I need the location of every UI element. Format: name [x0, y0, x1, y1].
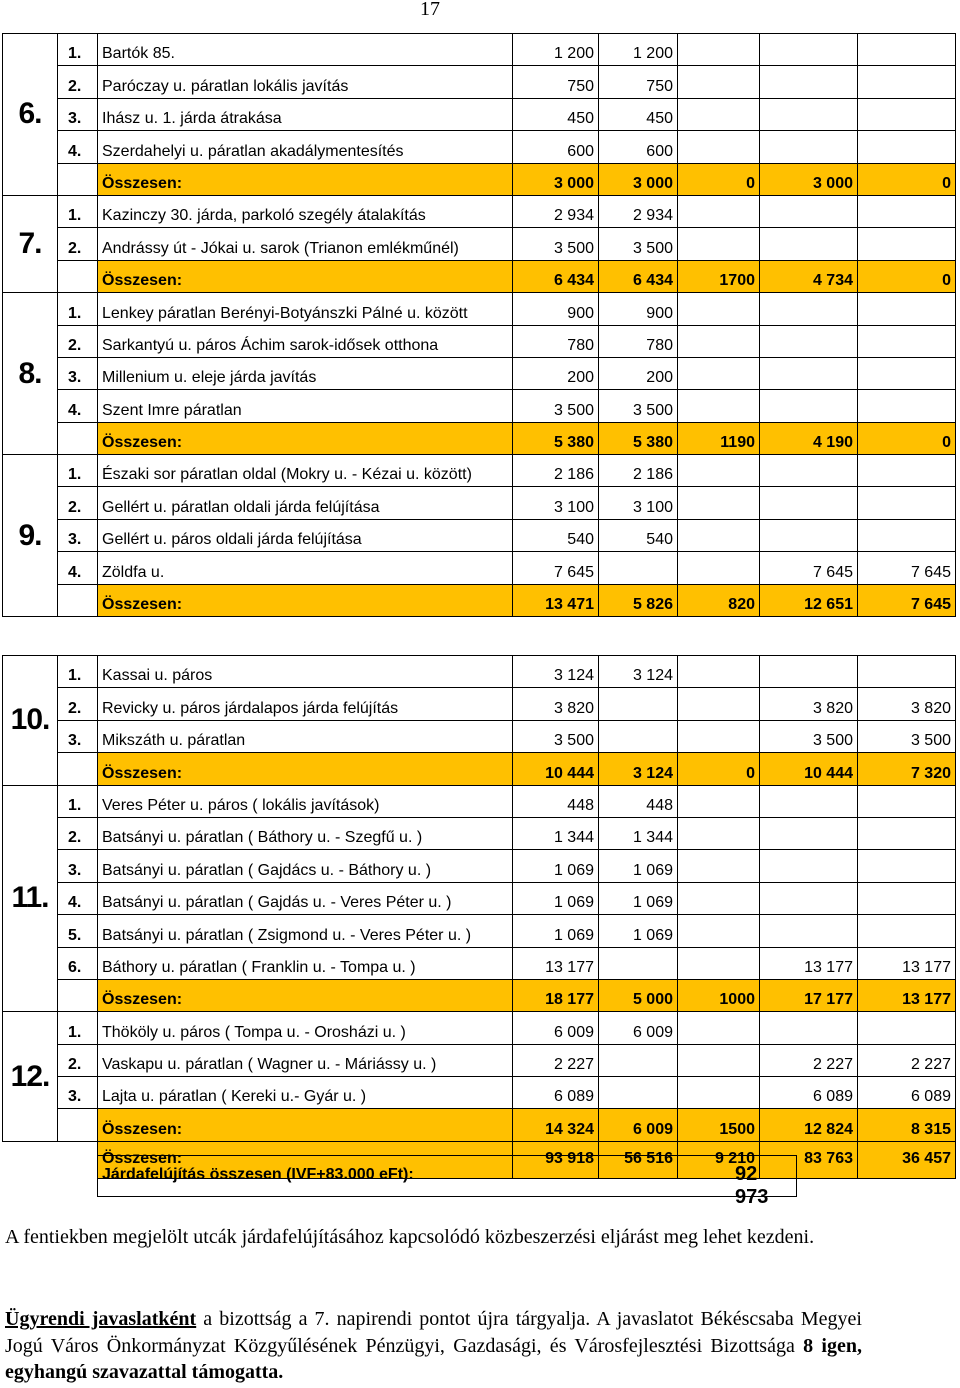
item-number: 1.	[58, 785, 98, 817]
amount-cell	[599, 1077, 678, 1109]
street-name: Batsányi u. páratlan ( Zsigmond u. - Veres Péter u. )	[98, 915, 513, 947]
amount-cell: 3 500	[599, 390, 678, 422]
subtotal-amount: 6 434	[513, 260, 599, 292]
item-number: 3.	[58, 357, 98, 389]
amount-cell	[858, 357, 956, 389]
table-row	[3, 357, 956, 389]
amount-cell	[678, 519, 760, 551]
amount-cell: 6 089	[858, 1077, 956, 1109]
grand-total-spacer	[3, 1141, 98, 1178]
amount-cell: 6 089	[513, 1077, 599, 1109]
item-number: 3.	[58, 720, 98, 752]
amount-cell: 3 820	[858, 688, 956, 720]
amount-cell	[858, 293, 956, 325]
subtotal-amount: 6 434	[599, 260, 678, 292]
amount-cell	[678, 552, 760, 584]
amount-cell	[858, 66, 956, 98]
amount-cell: 1 069	[513, 915, 599, 947]
street-name: Ihász u. 1. járda átrakása	[98, 98, 513, 130]
grand-total-amount: 83 763	[760, 1141, 858, 1178]
amount-cell: 7 645	[760, 552, 858, 584]
subtotal-amount: 5 380	[599, 422, 678, 454]
street-name: Gellért u. páros oldali járda felújítása	[98, 519, 513, 551]
amount-cell: 200	[599, 357, 678, 389]
street-name: Lajta u. páratlan ( Kereki u.- Gyár u. )	[98, 1077, 513, 1109]
item-number: 3.	[58, 519, 98, 551]
subtotal-label: Összesen:	[98, 1109, 513, 1141]
group-number: 8.	[3, 293, 58, 455]
item-number: 2.	[58, 66, 98, 98]
item-number: 1.	[58, 455, 98, 487]
street-name: Zöldfa u.	[98, 552, 513, 584]
amount-cell: 6 009	[599, 1012, 678, 1044]
subtotal-amount: 13 471	[513, 584, 599, 616]
amount-cell	[858, 34, 956, 66]
table-row	[3, 195, 956, 227]
amount-cell: 1 069	[599, 850, 678, 882]
group-number: 6.	[3, 34, 58, 196]
table-row	[3, 228, 956, 260]
table-row	[3, 688, 956, 720]
amount-cell	[858, 882, 956, 914]
amount-cell	[678, 1012, 760, 1044]
subtotal-amount: 3 000	[513, 163, 599, 195]
table-row	[3, 98, 956, 130]
amount-cell	[858, 455, 956, 487]
item-number: 3.	[58, 98, 98, 130]
amount-cell: 3 820	[513, 688, 599, 720]
table-row	[3, 1044, 956, 1076]
amount-cell	[760, 195, 858, 227]
amount-cell	[760, 487, 858, 519]
street-name: Szerdahelyi u. páratlan akadálymentesítés	[98, 131, 513, 163]
item-number: 2.	[58, 817, 98, 849]
subtotal-amount: 10 444	[513, 753, 599, 785]
table-row	[3, 720, 956, 752]
amount-cell	[678, 915, 760, 947]
amount-cell	[678, 325, 760, 357]
amount-cell	[678, 228, 760, 260]
table-row	[3, 785, 956, 817]
item-number: 2.	[58, 1044, 98, 1076]
subtotal-spacer	[58, 1109, 98, 1141]
subtotal-spacer	[58, 422, 98, 454]
sidewalk-table-1	[2, 33, 956, 617]
amount-cell: 450	[513, 98, 599, 130]
amount-cell: 7 645	[858, 552, 956, 584]
item-number: 2.	[58, 688, 98, 720]
subtotal-row	[3, 753, 956, 785]
street-name: Batsányi u. páratlan ( Báthory u. - Szegfű u. )	[98, 817, 513, 849]
subtotal-amount: 0	[858, 422, 956, 454]
subtotal-amount: 5 380	[513, 422, 599, 454]
amount-cell	[760, 34, 858, 66]
amount-cell: 780	[599, 325, 678, 357]
group-number: 12.	[3, 1012, 58, 1142]
item-number: 1.	[58, 1012, 98, 1044]
grand-total-amount: 93 918	[513, 1141, 599, 1178]
amount-cell	[678, 66, 760, 98]
total-summary-box	[97, 1155, 797, 1208]
amount-cell	[760, 98, 858, 130]
street-name: Thököly u. páros ( Tompa u. - Orosházi u. )	[98, 1012, 513, 1044]
amount-cell	[678, 720, 760, 752]
amount-cell	[678, 195, 760, 227]
amount-cell	[760, 325, 858, 357]
street-name: Északi sor páratlan oldal (Mokry u. - Kézai u. között)	[98, 455, 513, 487]
subtotal-amount: 12 824	[760, 1109, 858, 1141]
subtotal-amount: 1700	[678, 260, 760, 292]
amount-cell: 3 500	[513, 390, 599, 422]
amount-cell: 900	[513, 293, 599, 325]
table-row	[3, 656, 956, 688]
subtotal-amount: 12 651	[760, 584, 858, 616]
subtotal-spacer	[58, 753, 98, 785]
group-number: 10.	[3, 656, 58, 786]
amount-cell: 2 227	[513, 1044, 599, 1076]
subtotal-amount: 1190	[678, 422, 760, 454]
amount-cell	[760, 785, 858, 817]
amount-cell: 780	[513, 325, 599, 357]
amount-cell	[678, 34, 760, 66]
street-name: Bartók 85.	[98, 34, 513, 66]
street-name: Kassai u. páros	[98, 656, 513, 688]
amount-cell: 1 069	[599, 915, 678, 947]
amount-cell: 3 500	[760, 720, 858, 752]
amount-cell: 540	[513, 519, 599, 551]
amount-cell: 2 186	[599, 455, 678, 487]
amount-cell: 1 200	[513, 34, 599, 66]
subtotal-row	[3, 584, 956, 616]
amount-cell: 2 227	[760, 1044, 858, 1076]
amount-cell	[678, 98, 760, 130]
amount-cell	[678, 1044, 760, 1076]
table-row	[3, 947, 956, 979]
amount-cell	[858, 785, 956, 817]
amount-cell	[858, 487, 956, 519]
table-row	[3, 817, 956, 849]
group-number: 7.	[3, 195, 58, 292]
table-row	[3, 390, 956, 422]
amount-cell: 200	[513, 357, 599, 389]
amount-cell: 540	[599, 519, 678, 551]
sidewalk-table-2	[2, 655, 956, 1179]
street-name: Kazinczy 30. járda, parkoló szegély átalakítás	[98, 195, 513, 227]
amount-cell: 13 177	[760, 947, 858, 979]
item-number: 3.	[58, 850, 98, 882]
street-name: Sarkantyú u. páros Áchim sarok-idősek otthona	[98, 325, 513, 357]
paragraph-procurement: A fentiekben megjelölt utcák járdafelújításához kapcsolódó közbeszerzési eljárást meg lehet kezdeni.	[5, 1226, 815, 1248]
amount-cell	[678, 947, 760, 979]
amount-cell: 3 100	[599, 487, 678, 519]
street-name: Paróczay u. páratlan lokális javítás	[98, 66, 513, 98]
amount-cell	[599, 720, 678, 752]
amount-cell	[678, 785, 760, 817]
amount-cell	[760, 882, 858, 914]
subtotal-spacer	[58, 260, 98, 292]
paragraph-decision	[5, 1306, 862, 1386]
amount-cell	[678, 850, 760, 882]
subtotal-amount: 17 177	[760, 979, 858, 1011]
amount-cell	[858, 850, 956, 882]
subtotal-amount: 0	[858, 260, 956, 292]
subtotal-amount: 0	[678, 163, 760, 195]
amount-cell	[678, 882, 760, 914]
item-number: 4.	[58, 131, 98, 163]
amount-cell	[760, 131, 858, 163]
total-value: 92 973	[735, 1163, 769, 1208]
amount-cell: 6 089	[760, 1077, 858, 1109]
amount-cell	[599, 947, 678, 979]
subtotal-amount: 18 177	[513, 979, 599, 1011]
subtotal-amount: 820	[678, 584, 760, 616]
amount-cell	[760, 390, 858, 422]
subtotal-label: Összesen:	[98, 260, 513, 292]
table-row	[3, 325, 956, 357]
subtotal-amount: 5 000	[599, 979, 678, 1011]
page-number: 17	[420, 0, 440, 20]
amount-cell: 2 934	[599, 195, 678, 227]
item-number: 4.	[58, 390, 98, 422]
street-name: Revicky u. páros járdalapos járda felújítás	[98, 688, 513, 720]
amount-cell: 1 200	[599, 34, 678, 66]
amount-cell	[678, 487, 760, 519]
amount-cell	[678, 656, 760, 688]
amount-cell	[858, 390, 956, 422]
amount-cell	[858, 1012, 956, 1044]
table-row	[3, 552, 956, 584]
amount-cell: 3 500	[513, 228, 599, 260]
amount-cell: 3 100	[513, 487, 599, 519]
amount-cell	[678, 688, 760, 720]
subtotal-spacer	[58, 979, 98, 1011]
amount-cell	[678, 293, 760, 325]
amount-cell: 600	[513, 131, 599, 163]
subtotal-amount: 5 826	[599, 584, 678, 616]
amount-cell: 7 645	[513, 552, 599, 584]
amount-cell: 750	[599, 66, 678, 98]
table-row	[3, 1012, 956, 1044]
amount-cell: 1 069	[513, 850, 599, 882]
amount-cell: 1 344	[513, 817, 599, 849]
amount-cell: 13 177	[858, 947, 956, 979]
item-number: 1.	[58, 293, 98, 325]
amount-cell	[760, 656, 858, 688]
amount-cell	[760, 817, 858, 849]
subtotal-amount: 0	[678, 753, 760, 785]
subtotal-amount: 13 177	[858, 979, 956, 1011]
amount-cell	[858, 195, 956, 227]
subtotal-amount: 1500	[678, 1109, 760, 1141]
street-name: Batsányi u. páratlan ( Gajdács u. - Báthory u. )	[98, 850, 513, 882]
amount-cell	[760, 66, 858, 98]
subtotal-amount: 0	[858, 163, 956, 195]
subtotal-spacer	[58, 163, 98, 195]
vote-result: 8 igen, egyhangú szavazattal támogatta.	[5, 1334, 862, 1383]
item-number: 2.	[58, 228, 98, 260]
subtotal-amount: 7 320	[858, 753, 956, 785]
amount-cell	[678, 131, 760, 163]
amount-cell	[760, 850, 858, 882]
amount-cell	[599, 552, 678, 584]
amount-cell	[760, 293, 858, 325]
amount-cell: 2 186	[513, 455, 599, 487]
amount-cell: 3 124	[513, 656, 599, 688]
table-row	[3, 1077, 956, 1109]
table-row	[3, 850, 956, 882]
amount-cell	[760, 228, 858, 260]
table-row	[3, 293, 956, 325]
street-name: Báthory u. páratlan ( Franklin u. - Tompa u. )	[98, 947, 513, 979]
subtotal-amount: 4 190	[760, 422, 858, 454]
amount-cell	[858, 915, 956, 947]
grand-total-amount: 36 457	[858, 1141, 956, 1178]
street-name: Batsányi u. páratlan ( Gajdás u. - Veres Péter u. )	[98, 882, 513, 914]
street-name: Veres Péter u. páros ( lokális javítások)	[98, 785, 513, 817]
amount-cell	[858, 98, 956, 130]
amount-cell	[760, 915, 858, 947]
amount-cell	[599, 688, 678, 720]
street-name: Mikszáth u. páratlan	[98, 720, 513, 752]
table-row	[3, 882, 956, 914]
amount-cell	[760, 1012, 858, 1044]
table-row	[3, 131, 956, 163]
amount-cell	[760, 519, 858, 551]
subtotal-row	[3, 422, 956, 454]
table-row	[3, 519, 956, 551]
amount-cell: 3 500	[858, 720, 956, 752]
subtotal-amount: 4 734	[760, 260, 858, 292]
table-row	[3, 34, 956, 66]
table-row	[3, 66, 956, 98]
amount-cell	[678, 390, 760, 422]
subtotal-label: Összesen:	[98, 979, 513, 1011]
decision-text: a bizottság a 7. napirendi pontot újra tárgyalja. A javaslatot Békéscsaba Megyei Jogú Város Önkormányzat Közgyűlésének Pénzügyi, Gazdasági, és Városfejlesztési Bizottsága	[5, 1308, 862, 1357]
table-row	[3, 915, 956, 947]
amount-cell: 1 069	[599, 882, 678, 914]
subtotal-amount: 10 444	[760, 753, 858, 785]
amount-cell	[760, 455, 858, 487]
item-number: 3.	[58, 1077, 98, 1109]
amount-cell: 448	[599, 785, 678, 817]
street-name: Millenium u. eleje járda javítás	[98, 357, 513, 389]
subtotal-amount: 8 315	[858, 1109, 956, 1141]
item-number: 1.	[58, 656, 98, 688]
subtotal-spacer	[58, 584, 98, 616]
amount-cell	[760, 357, 858, 389]
item-number: 2.	[58, 487, 98, 519]
item-number: 5.	[58, 915, 98, 947]
subtotal-amount: 3 000	[599, 163, 678, 195]
item-number: 2.	[58, 325, 98, 357]
table-row	[3, 455, 956, 487]
amount-cell: 2 934	[513, 195, 599, 227]
grand-total-label: Összesen:	[98, 1141, 513, 1178]
subtotal-row	[3, 979, 956, 1011]
amount-cell	[678, 455, 760, 487]
item-number: 4.	[58, 552, 98, 584]
group-number: 11.	[3, 785, 58, 1012]
amount-cell: 3 820	[760, 688, 858, 720]
item-number: 6.	[58, 947, 98, 979]
subtotal-label: Összesen:	[98, 753, 513, 785]
street-name: Lenkey páratlan Berényi-Botyánszki Pálné u. között	[98, 293, 513, 325]
subtotal-row	[3, 1109, 956, 1141]
amount-cell	[858, 656, 956, 688]
amount-cell: 450	[599, 98, 678, 130]
amount-cell: 3 500	[513, 720, 599, 752]
amount-cell	[678, 817, 760, 849]
subtotal-amount: 3 000	[760, 163, 858, 195]
amount-cell: 6 009	[513, 1012, 599, 1044]
amount-cell: 1 069	[513, 882, 599, 914]
street-name: Gellért u. páratlan oldali járda felújítása	[98, 487, 513, 519]
subtotal-label: Összesen:	[98, 584, 513, 616]
grand-total-amount: 56 516	[599, 1141, 678, 1178]
amount-cell: 13 177	[513, 947, 599, 979]
item-number: 1.	[58, 195, 98, 227]
subtotal-amount: 1000	[678, 979, 760, 1011]
amount-cell	[858, 325, 956, 357]
amount-cell	[858, 131, 956, 163]
amount-cell	[858, 228, 956, 260]
item-number: 1.	[58, 34, 98, 66]
amount-cell: 1 344	[599, 817, 678, 849]
amount-cell	[858, 817, 956, 849]
subtotal-label: Összesen:	[98, 422, 513, 454]
total-label: Járdafelújítás összesen (IVF+83.000 eFt):	[102, 1166, 414, 1183]
subtotal-label: Összesen:	[98, 163, 513, 195]
subtotal-amount: 14 324	[513, 1109, 599, 1141]
amount-cell: 3 124	[599, 656, 678, 688]
street-name: Szent Imre páratlan	[98, 390, 513, 422]
amount-cell: 750	[513, 66, 599, 98]
grand-total-amount: 9 210	[678, 1141, 760, 1178]
table-row	[3, 487, 956, 519]
amount-cell	[858, 519, 956, 551]
amount-cell	[599, 1044, 678, 1076]
motion-label: Ügyrendi javaslatként	[5, 1308, 197, 1330]
amount-cell: 448	[513, 785, 599, 817]
amount-cell: 900	[599, 293, 678, 325]
subtotal-amount: 3 124	[599, 753, 678, 785]
amount-cell: 3 500	[599, 228, 678, 260]
group-number: 9.	[3, 455, 58, 617]
item-number: 4.	[58, 882, 98, 914]
subtotal-amount: 6 009	[599, 1109, 678, 1141]
amount-cell: 2 227	[858, 1044, 956, 1076]
subtotal-amount: 7 645	[858, 584, 956, 616]
subtotal-row	[3, 260, 956, 292]
amount-cell: 600	[599, 131, 678, 163]
subtotal-row	[3, 163, 956, 195]
street-name: Andrássy út - Jókai u. sarok (Trianon emlékműnél)	[98, 228, 513, 260]
amount-cell	[678, 357, 760, 389]
amount-cell	[678, 1077, 760, 1109]
street-name: Vaskapu u. páratlan ( Wagner u. - Máriássy u. )	[98, 1044, 513, 1076]
